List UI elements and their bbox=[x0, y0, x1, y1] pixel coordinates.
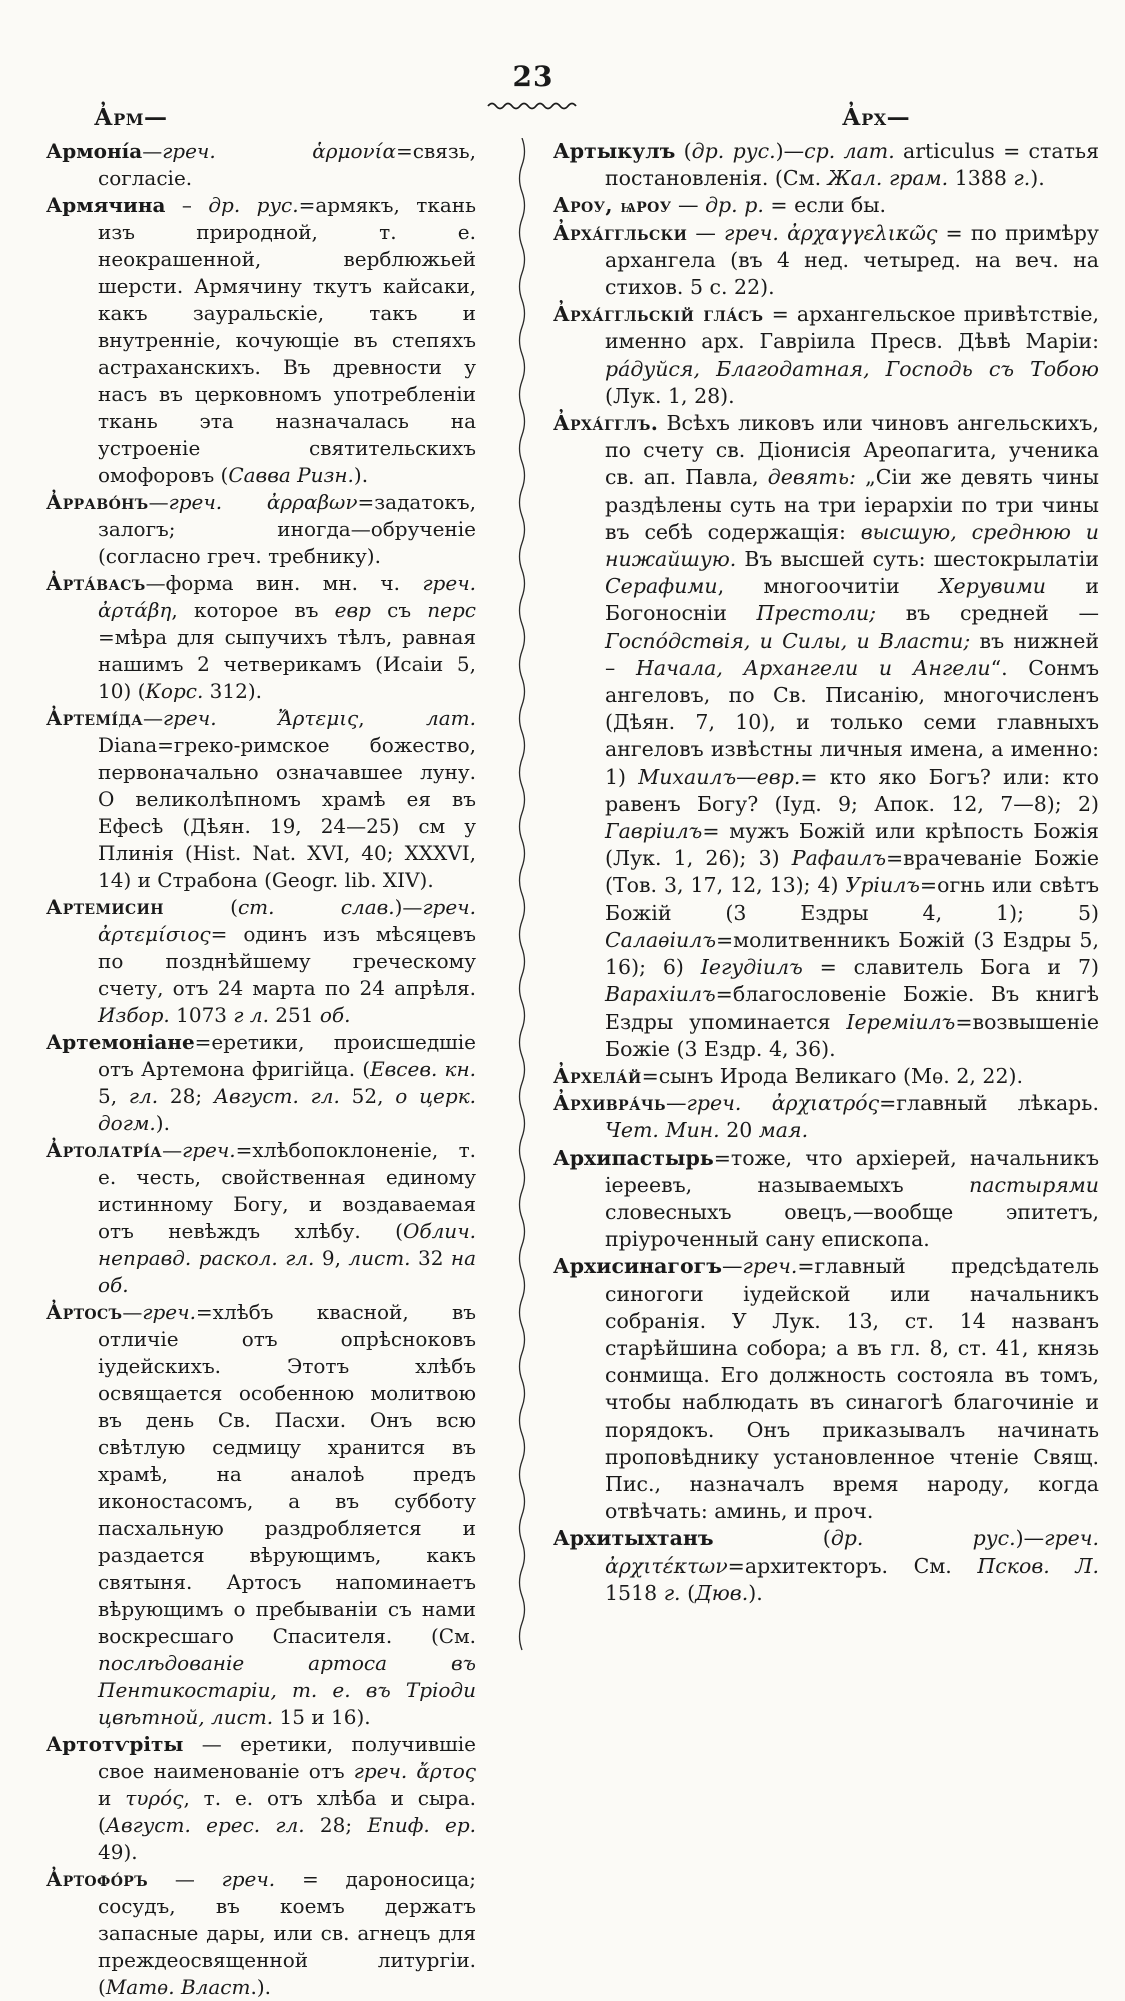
entry-text: , многоочитіи bbox=[717, 574, 939, 599]
entry-text: , т. е. отъ хлѣба и сыра. ( bbox=[98, 1786, 476, 1837]
entry-text: =армякъ, ткань изъ природной, т. е. неокрашенной, верблюжьей шерсти. Армячину ткутъ кайсаки, какъ зауральскіе, такъ и внутренніе, кочующіе въ степяхъ астраханскихъ. Въ древности у насъ въ церковномъ употребленіи ткань эта назначалась на устроеніе святительскихъ омофоровъ ( bbox=[98, 193, 476, 487]
entry-text: — bbox=[721, 1254, 743, 1279]
entry-text: съ bbox=[370, 598, 428, 622]
entry-text: греч. bbox=[221, 1867, 276, 1891]
entry-text: — bbox=[671, 193, 706, 218]
dictionary-entry bbox=[553, 1090, 1099, 1144]
entry-text: высшую, среднюю и нижайшую. bbox=[605, 519, 1100, 572]
dictionary-entry bbox=[46, 570, 476, 705]
entry-text: = кто яко Богъ? или: кто равенъ Богу? (Іуд. 9; Апок. 12, 7—8); 2) bbox=[605, 764, 1099, 816]
entry-text: о церк. догм. bbox=[98, 1084, 476, 1135]
entry-text: Избор. bbox=[98, 1003, 170, 1027]
entry-text: Гавріилъ bbox=[605, 819, 703, 844]
entry-text: Чет. Мин. bbox=[605, 1118, 720, 1143]
entry-text: евр. bbox=[756, 764, 801, 789]
entry-text: ἄρτος bbox=[416, 1759, 476, 1783]
entry-text: 312). bbox=[203, 679, 263, 703]
entry-text: =главный лѣкарь. bbox=[879, 1091, 1099, 1116]
entry-text: ). bbox=[155, 1111, 170, 1135]
entry-text: 9, bbox=[314, 1246, 349, 1270]
entry-text bbox=[217, 706, 278, 730]
entry-text: лист. bbox=[348, 1246, 411, 1270]
running-head-right: А̓рх— bbox=[842, 104, 911, 131]
entry-text: „Сіи же девять чины раздѣлены суть на три іерархіи по три чины въ себѣ содержащія: bbox=[605, 465, 1099, 544]
page-number: 23 bbox=[512, 60, 554, 93]
entry-text: греч. bbox=[742, 1254, 798, 1279]
entry-text: ). bbox=[748, 1580, 763, 1605]
entry-text: =тоже, что архіерей, начальникъ іереевъ, называемыхъ bbox=[605, 1145, 1099, 1197]
entry-text: мая. bbox=[758, 1118, 809, 1143]
entry-text: ( bbox=[680, 1580, 696, 1605]
entry-text: (Лук. 1, 28). bbox=[605, 383, 735, 408]
entry-headword: Армоні́а bbox=[46, 139, 143, 163]
entry-text: Госпо́дствія, и Силы, и Власти; bbox=[605, 628, 971, 653]
entry-text: греч. bbox=[168, 490, 223, 514]
entry-text: Корс. bbox=[145, 679, 204, 703]
column-divider-path bbox=[520, 138, 525, 1650]
entry-text: τυρός bbox=[125, 1786, 184, 1810]
entry-text: — bbox=[666, 1091, 687, 1116]
entry-headword: А̓ртосъ bbox=[46, 1300, 123, 1324]
entry-text: г. bbox=[1013, 166, 1031, 191]
entry-text: Ἄρτεμις bbox=[277, 706, 359, 730]
entry-text: =огнь или свѣтъ Божій (3 Ездры 4, 1); 5) bbox=[605, 873, 1099, 925]
entry-text: Епиф. ер. bbox=[367, 1813, 477, 1837]
entry-text: Салаѳіилъ bbox=[605, 927, 716, 952]
entry-text: Евсев. кн. bbox=[370, 1057, 477, 1081]
entry-text: въ средней — bbox=[876, 601, 1099, 626]
entry-text: =сынъ Ирода Великаго (Мѳ. 2, 22). bbox=[641, 1063, 1024, 1088]
entry-headword: Архитыхтанъ bbox=[553, 1526, 714, 1551]
dictionary-entry bbox=[553, 220, 1099, 302]
dictionary-entry bbox=[553, 1525, 1099, 1607]
entry-text: др. рус. bbox=[691, 139, 776, 163]
entry-text: греч. bbox=[422, 571, 476, 595]
entry-text: =врачеваніе Божіе (Тов. 3, 17, 12, 13); 4) bbox=[605, 846, 1099, 898]
entry-headword: Армячина bbox=[46, 193, 166, 217]
dictionary-entry bbox=[553, 138, 1099, 192]
entry-text: = мужъ Божій или крѣпость Божія (Лук. 1, 26); 3) bbox=[605, 819, 1099, 871]
entry-text: и Богоносніи bbox=[605, 574, 1099, 626]
dictionary-entry bbox=[46, 138, 476, 192]
entry-text: греч. bbox=[353, 1759, 408, 1783]
entry-text: , bbox=[358, 706, 427, 730]
entry-text: г. bbox=[663, 1580, 681, 1605]
wavy-rule-path bbox=[488, 104, 576, 109]
entry-text: Серафими bbox=[605, 574, 718, 599]
entry-text: греч. bbox=[162, 139, 216, 163]
dictionary-entry bbox=[46, 1029, 476, 1137]
entry-text: ἀρτάβη bbox=[98, 598, 172, 622]
entry-text: на об. bbox=[98, 1246, 476, 1297]
entry-headword: А̓рхела́й bbox=[553, 1063, 642, 1088]
entry-text: “. Сонмъ ангеловъ, по Св. Писанію, многочисленъ (Дѣян. 7, 10), и только семи главныхъ ангеловъ извѣстны личныя имена, а именно: 1) bbox=[605, 655, 1099, 789]
running-head-left: А̓рм— bbox=[94, 104, 168, 131]
entry-text: =задатокъ, залогъ; иногда—обрученіе (согласно греч. требнику). bbox=[98, 490, 476, 568]
entry-text: )— bbox=[775, 139, 805, 163]
entry-text: въ нижней – bbox=[605, 628, 1099, 680]
entry-text: греч. bbox=[163, 706, 217, 730]
dictionary-entry bbox=[46, 705, 476, 894]
entry-text: — bbox=[687, 220, 725, 245]
dictionary-entry bbox=[553, 1063, 1099, 1090]
entry-text: Рафаилъ bbox=[791, 846, 886, 871]
dictionary-entry bbox=[553, 1145, 1099, 1254]
entry-text: Август. гл. bbox=[213, 1084, 340, 1108]
entry-text: — bbox=[736, 764, 757, 789]
entry-text: ( bbox=[713, 1526, 831, 1551]
dictionary-entry bbox=[46, 1731, 476, 1866]
entry-text: ἀρχιατρός bbox=[771, 1091, 880, 1116]
entry-text: др. р. bbox=[705, 193, 764, 218]
entry-text: 251 bbox=[268, 1003, 320, 1027]
dictionary-entry bbox=[553, 301, 1099, 410]
entry-text: Псков. Л. bbox=[977, 1553, 1100, 1578]
entry-text: , которое въ bbox=[171, 598, 335, 622]
entry-text: Дюв. bbox=[695, 1580, 749, 1605]
entry-headword: А̓ртемі́да bbox=[46, 706, 144, 730]
entry-text: Матѳ. Власт bbox=[105, 1975, 251, 1999]
entry-text: ). bbox=[353, 463, 369, 487]
entry-text: = одинъ изъ мѣсяцевъ по позднѣйшему греческому счету, отъ 24 марта по 24 апрѣля. bbox=[98, 922, 476, 1000]
entry-text: ἁρμονία bbox=[312, 139, 396, 163]
entry-text bbox=[779, 221, 787, 245]
dictionary-entry bbox=[46, 489, 476, 570]
entry-text: =главный предсѣдатель синогоги іудейской или начальникъ собранія. У Лук. 13, ст. 14 названъ старѣйшина собора; а въ гл. 8, ст. 41, князь сонмища. Его должность состояла въ томъ, чтобы наблюдать въ синагогѣ благочиніе и порядокъ. Онъ приказывалъ начинать проповѣднику установленное чтеніе Свящ. Пис., назначалъ время народу, когда отвѣчать: аминь, и проч. bbox=[605, 1254, 1099, 1524]
entry-text: — bbox=[122, 1300, 143, 1324]
decorative-wavy-rule bbox=[486, 99, 582, 111]
entry-text: =хлѣбопоклоненіе, т. е. честь, свойственная единому истинному Богу, и воздаваемая отъ невѣждъ хлѣбу. ( bbox=[98, 1138, 476, 1243]
entry-text: — bbox=[142, 139, 163, 163]
entry-text: Начала, Архангели и Ангели bbox=[635, 655, 991, 680]
entry-headword: Ароу, ѩроу bbox=[553, 193, 672, 218]
entry-text: )— bbox=[394, 895, 423, 919]
entry-text: = дароносица; сосудъ, въ коемъ держатъ запасные дары, или св. агнецъ для преждеосвященной литургіи. ( bbox=[98, 1867, 476, 1999]
entry-headword: А̓рха́ггльскій гла́съ bbox=[553, 302, 764, 327]
entry-text: .). bbox=[250, 1975, 271, 1999]
entry-text bbox=[741, 1091, 771, 1115]
dictionary-entry bbox=[46, 1299, 476, 1731]
entry-headword: А̓рраво́нъ bbox=[46, 490, 149, 514]
entry-text: =хлѣбъ квасной, въ отличіе отъ опрѣсноковъ іудейскихъ. Этотъ хлѣбъ освящается особенною молитвою въ день Св. Пасхи. Онъ всю свѣтлую седмицу хранится въ храмѣ, на аналоѣ предъ иконостасомъ, а въ субботу пасхальную раздробляется и раздается вѣрующимъ, какъ святыня. Артосъ напоминаетъ вѣрующимъ о пребываніи съ нами воскресшаго Спасителя. (См. bbox=[98, 1300, 476, 1648]
entry-text: Херувими bbox=[938, 574, 1047, 599]
entry-text: Уріилъ bbox=[845, 873, 920, 898]
entry-text: — bbox=[148, 1867, 222, 1891]
entry-text: Въ высшей суть: шестокрылатіи bbox=[736, 547, 1099, 572]
entry-text: — bbox=[143, 706, 164, 730]
entry-text: articulus = статья постановленія. (См. bbox=[605, 139, 1099, 191]
entry-text bbox=[222, 490, 267, 514]
entry-headword: Артемисин bbox=[46, 895, 164, 919]
entry-text: ἀρχαγγελικῶς bbox=[787, 220, 938, 245]
entry-text: ). bbox=[1030, 166, 1045, 191]
entry-text: и bbox=[98, 1786, 126, 1810]
entry-text: =еретики, происшедшіе отъ Артемона фригійца. ( bbox=[98, 1030, 476, 1081]
entry-text: 15 и 16). bbox=[273, 1705, 371, 1729]
dictionary-entry bbox=[46, 1137, 476, 1299]
entry-headword: Архисинагогъ bbox=[553, 1254, 722, 1279]
entry-text: = если бы. bbox=[763, 193, 887, 218]
dictionary-entry bbox=[553, 410, 1099, 1063]
dictionary-entry bbox=[46, 192, 476, 489]
entry-headword: А̓рха́ггльски bbox=[553, 220, 688, 245]
entry-text: 28; bbox=[304, 1813, 368, 1837]
entry-text: Савва Ризн. bbox=[228, 463, 354, 487]
entry-text: 52, bbox=[339, 1084, 396, 1108]
entry-text: — еретики, получившіе свое наименованіе отъ bbox=[98, 1732, 476, 1783]
entry-text: – bbox=[165, 193, 209, 217]
entry-text: ср. лат. bbox=[804, 139, 895, 163]
entry-text: 49). bbox=[98, 1840, 138, 1864]
left-column bbox=[46, 138, 476, 2001]
entry-headword: А̓ртолатрі́а bbox=[46, 1138, 163, 1162]
entry-text: ст. слав. bbox=[237, 895, 395, 919]
dictionary-entry bbox=[46, 1866, 476, 2001]
entry-text: греч. bbox=[142, 1300, 196, 1324]
entry-text: греч. bbox=[422, 895, 476, 919]
entry-text: г л. bbox=[233, 1003, 269, 1027]
entry-text: Облич. неправд. раскол. гл. bbox=[98, 1219, 476, 1270]
entry-text: 32 bbox=[410, 1246, 451, 1270]
entry-text: ἀρτεμίσιος bbox=[98, 922, 211, 946]
entry-text: перс bbox=[427, 598, 476, 622]
entry-text: Варахіилъ bbox=[605, 982, 716, 1007]
entry-headword: Артотѵріты bbox=[46, 1732, 184, 1756]
entry-text: лат. bbox=[426, 706, 476, 730]
entry-text: ( bbox=[675, 139, 692, 163]
entry-headword: Артемоніане bbox=[46, 1030, 195, 1054]
entry-text: др. рус. bbox=[208, 193, 299, 217]
entry-text: послѣдованіе артоса въ Пентикостаріи, т. е. въ Тріоди цвѣтной, лист. bbox=[98, 1651, 476, 1729]
entry-headword: А̓рхивра́чь bbox=[553, 1091, 667, 1116]
dictionary-entry bbox=[553, 1253, 1099, 1525]
dictionary-entry bbox=[553, 192, 1099, 219]
entry-text: 20 bbox=[719, 1118, 759, 1143]
entry-text: греч. bbox=[1044, 1526, 1099, 1551]
entry-text: Престоли; bbox=[756, 601, 877, 626]
entry-text: —форма вин. мн. ч. bbox=[145, 571, 423, 595]
entry-text: Август. ерес. гл. bbox=[105, 1813, 305, 1837]
entry-text: пастырями bbox=[969, 1172, 1099, 1197]
entry-text: греч. bbox=[686, 1091, 742, 1116]
entry-headword: А̓рха́гглъ. bbox=[553, 411, 659, 436]
entry-headword: Архипастырь bbox=[553, 1145, 714, 1170]
entry-text: Жал. грам. bbox=[827, 166, 949, 191]
entry-text: др. рус. bbox=[830, 1526, 1016, 1551]
entry-text: 28; bbox=[158, 1084, 214, 1108]
entry-headword: А̓ртофо́ръ bbox=[46, 1867, 149, 1891]
entry-headword: Артыкулъ bbox=[553, 139, 676, 163]
entry-text: =молитвенникъ Божій (3 Ездры 5, 16); 6) bbox=[605, 927, 1099, 980]
entry-text: Всѣхъ ликовъ или чиновъ ангельскихъ, по счету св. Діонисія Ареопагита, ученика св. ап. Павла, bbox=[605, 411, 1099, 490]
entry-text: =благословеніе Божіе. Въ книгѣ Ездры упоминается bbox=[605, 982, 1099, 1034]
entry-text: девять: bbox=[767, 465, 856, 490]
entry-text bbox=[216, 139, 312, 163]
entry-text: 1388 bbox=[948, 166, 1014, 191]
column-divider bbox=[516, 138, 528, 1658]
entry-text: словесныхъ овецъ,—вообще эпитетъ, пріуроченный сану епископа. bbox=[605, 1199, 1099, 1252]
entry-text: евр bbox=[334, 598, 371, 622]
entry-text: =мѣра для сыпучихъ тѣлъ, равная нашимъ 2 четверикамъ (Исаіи 5, 10) ( bbox=[98, 625, 476, 703]
entry-text: 5, bbox=[98, 1084, 129, 1108]
entry-text: =связь, согласіе. bbox=[98, 139, 476, 190]
entry-text: ἀρραβων bbox=[266, 490, 358, 514]
entry-text: Diana=греко-римское божество, первоначально означавшее луну. О великолѣпномъ храмѣ ея въ Ефесѣ (Дѣян. 19, 24—25) см у Плинія (Hist. Nat. XVI, 40; XXXVI, 14) и Страбона (Geogr. lib. XIV). bbox=[98, 733, 476, 892]
entry-text: )— bbox=[1015, 1526, 1045, 1551]
entry-text: греч. bbox=[724, 220, 779, 245]
entry-text: = архангельское привѣтствіе, именно арх. Гавріила Пресв. Дѣвѣ Маріи: bbox=[605, 302, 1099, 354]
entry-text: гл. bbox=[128, 1084, 159, 1108]
entry-text bbox=[407, 1759, 416, 1783]
entry-text: ἀρχιτέκτων bbox=[605, 1553, 728, 1578]
entry-text: об. bbox=[319, 1003, 351, 1027]
right-column bbox=[553, 138, 1099, 1607]
entry-text: =архитекторъ. См. bbox=[727, 1553, 978, 1578]
entry-text: Михаилъ bbox=[638, 764, 737, 789]
entry-text: — bbox=[162, 1138, 183, 1162]
entry-text: 1073 bbox=[169, 1003, 234, 1027]
dictionary-entry bbox=[46, 894, 476, 1029]
entry-text: ра́дуйся, Благодатная, Господь съ Тобою bbox=[605, 356, 1099, 381]
entry-text: греч. bbox=[182, 1138, 236, 1162]
entry-text: Іереміилъ bbox=[846, 1009, 956, 1034]
entry-text: = по примѣру архангела (въ 4 нед. четыред. на веч. на стихов. 5 с. 22). bbox=[605, 220, 1099, 300]
entry-headword: А̓рта́васъ bbox=[46, 571, 146, 595]
entry-text: = славитель Бога и 7) bbox=[802, 955, 1099, 980]
entry-text: ( bbox=[163, 895, 238, 919]
entry-text: — bbox=[148, 490, 169, 514]
entry-text: Іегудіилъ bbox=[700, 955, 803, 980]
entry-text: 1518 bbox=[605, 1580, 664, 1605]
entry-text: =возвышеніе Божіе (3 Ездр. 4, 36). bbox=[605, 1009, 1099, 1061]
